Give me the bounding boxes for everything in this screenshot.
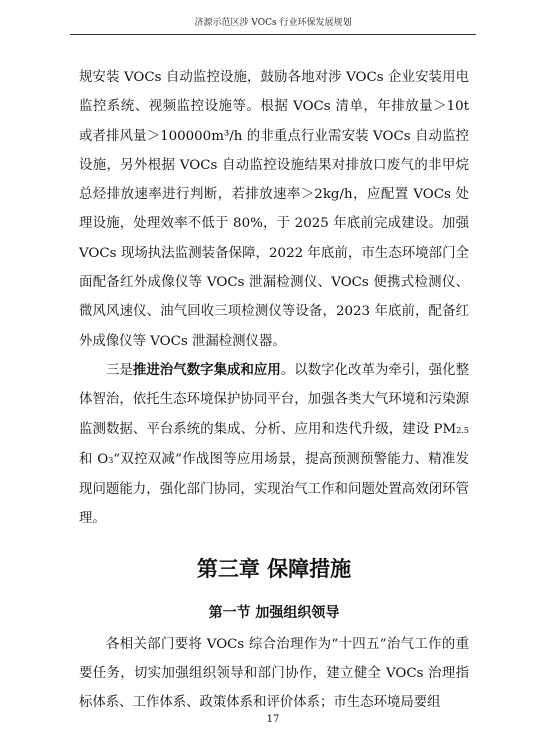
section-title: 第一节 加强组织领导 [208,604,340,621]
paragraph-digital-integration [79,356,469,534]
running-header: 济源示范区涉 VOCs 行业环保发展规划 [194,18,352,28]
paragraph-monitoring: 规安装 VOCs 自动监控设施，鼓励各地对涉 VOCs 企业安装用电监控系统、视频监控设施等。根据 VOCs 清单，年排放量＞10t 或者排风量＞100000m³/h 的非重点行业需安装 VOCs 自动监控设施，另外根据 VOCs 自动监控设施结果对排放口废气的非甲烷总烃排放速率进行判断，若排放速率＞2kg/h，应配置 VOCs 处理设施，处理效率不低于 80%，于 2025 年底前完成建设。加强 VOCs 现场执法监测装备保障，2022 年底前，市生态环境部门全面配备红外成像仪等 VOCs 泄漏检测仪、VOCs 便携式检测仪、微风风速仪、油气回收三项检测仪等设备，2023 年底前，配备红外成像仪等 VOCs 泄漏检测仪器。 [79,70,469,349]
header-rule [70,34,476,35]
para-text-1: 。以数字化改革为牵引，强化整体智治，依托生态环境保护协同平台，加强各类大气环境和污染源监测数据、平台系统的集成、分析、应用和迭代升级，建设 PM [79,362,470,437]
pm25-subscript: 2.5 [456,425,469,435]
page-number: 17 [266,714,280,725]
para-bold-heading: 推进治气数字集成和应用 [132,361,281,378]
para-text-3: “双控双减”作战图等应用场景，提高预测预警能力、精准发现问题能力，强化部门协同，实现治气工作和问题处置高效闭环管理。 [79,451,469,527]
paragraph-organization: 各相关部门要将 VOCs 综合治理作为“十四五”治气工作的重要任务，切实加强组织领导和部门协作，建立健全 VOCs 治理指标体系、工作体系、政策体系和评价体系；市生态环境局要组 [79,636,469,711]
para-lead: 三是 [106,362,133,378]
para-text-2: 和 O [79,451,109,467]
o3-subscript: 3 [108,455,114,465]
body-text [79,63,469,718]
chapter-title: 第三章 保障措施 [196,555,352,581]
